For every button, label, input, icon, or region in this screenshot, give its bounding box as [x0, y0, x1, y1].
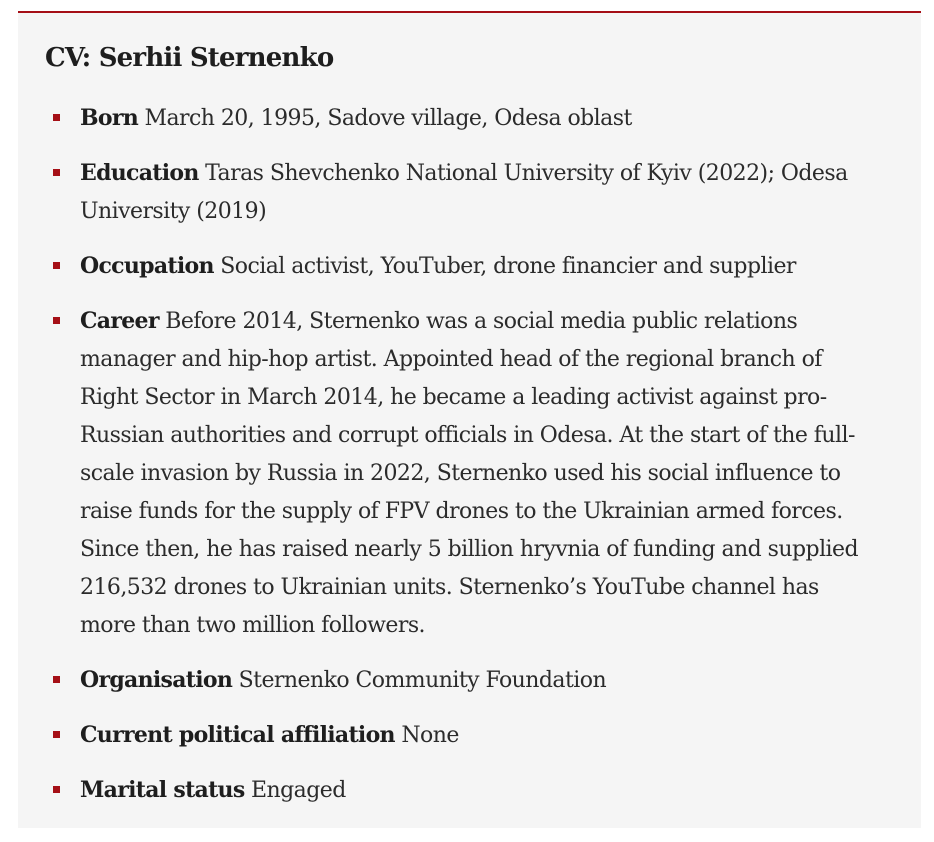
cv-item-label: Born — [80, 105, 139, 131]
square-bullet-icon — [53, 731, 60, 738]
cv-item-marital-status — [51, 771, 871, 810]
cv-item-text: Before 2014, Sternenko was a social media public relations manager and hip-hop artist. Appointed head of the regional branch of Right Sector in March 2014, he became a leading activist against pro-Russian authorities and corrupt officials in Odesa. At the start of the full-scale invasion by Russia in 2022, Sternenko used his social influence to raise funds for the supply of FPV drones to the Ukrainian armed forces. Since then, he has raised nearly 5 billion hryvnia of funding and supplied 216,532 drones to Ukrainian units. Sternenko’s YouTube channel has more than two million followers. — [80, 309, 859, 638]
square-bullet-icon — [53, 786, 60, 793]
cv-item-education — [51, 154, 871, 231]
cv-item-occupation — [51, 247, 871, 286]
square-bullet-icon — [53, 169, 60, 176]
square-bullet-icon — [53, 676, 60, 683]
cv-list — [51, 99, 871, 826]
cv-item-text: March 20, 1995, Sadove village, Odesa oblast — [144, 106, 632, 131]
cv-item-text: None — [401, 723, 459, 748]
cv-item-label: Marital status — [80, 777, 245, 803]
cv-title: CV: Serhii Sternenko — [45, 43, 334, 73]
cv-item-label: Education — [80, 160, 199, 186]
cv-item-label: Current political affiliation — [80, 722, 395, 748]
cv-item-text: Sternenko Community Foundation — [238, 668, 607, 693]
cv-item-text: Engaged — [251, 778, 346, 803]
square-bullet-icon — [53, 114, 60, 121]
square-bullet-icon — [53, 262, 60, 269]
cv-item-political-affiliation — [51, 716, 871, 755]
cv-item-organisation — [51, 661, 871, 700]
cv-item-text: Taras Shevchenko National University of Kyiv (2022); Odesa University (2019) — [80, 161, 848, 224]
cv-item-career — [51, 302, 871, 645]
cv-item-text: Social activist, YouTuber, drone financier and supplier — [220, 254, 796, 279]
cv-item-born — [51, 99, 871, 138]
cv-item-label: Organisation — [80, 667, 233, 693]
cv-item-label: Career — [80, 308, 159, 334]
cv-item-label: Occupation — [80, 253, 214, 279]
square-bullet-icon — [53, 317, 60, 324]
cv-card — [18, 11, 921, 828]
